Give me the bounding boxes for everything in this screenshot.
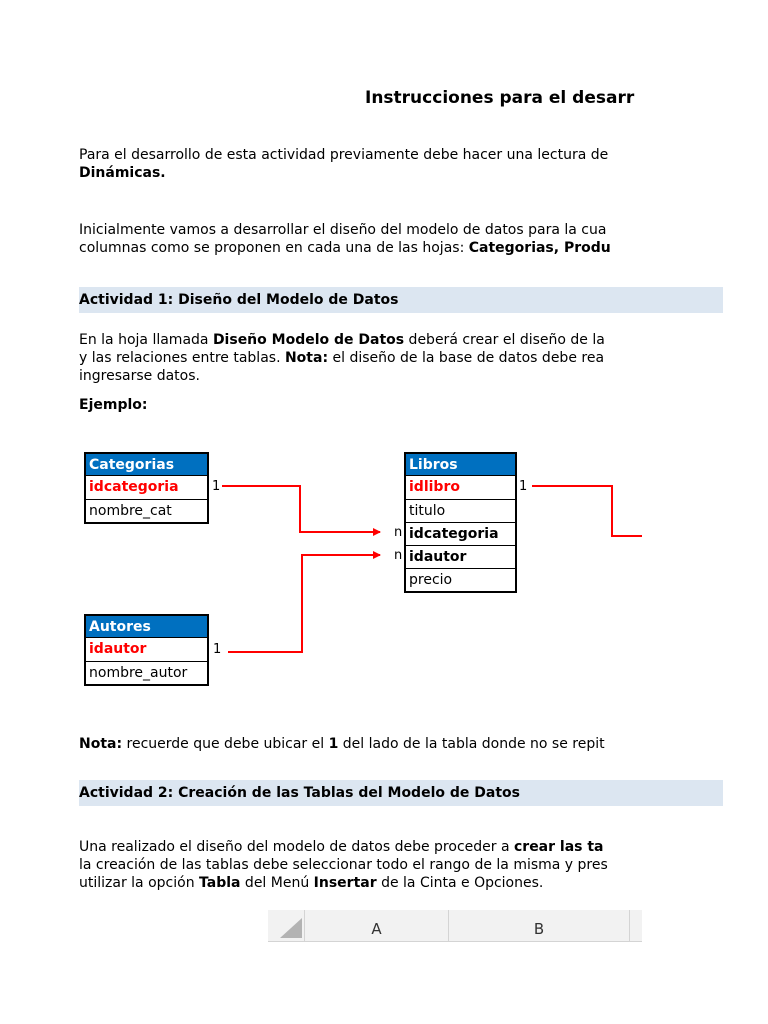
libros-pk-cardinality: 1 xyxy=(519,479,528,494)
activity1-line-1-text: En la hoja llamada xyxy=(79,332,213,348)
note-text-1: recuerde que debe ubicar el xyxy=(122,736,329,752)
activity1-line-1-bold: Diseño Modelo de Datos xyxy=(212,332,405,348)
column-header-b[interactable]: B xyxy=(533,920,545,938)
activity1-line-2-bold: Nota: xyxy=(284,350,329,366)
libros-field-idautor: idautor xyxy=(406,545,515,568)
activity2-line-3-mid: del Menú xyxy=(240,875,314,891)
relation-categorias-libros xyxy=(222,486,380,532)
libros-fk1-cardinality: n xyxy=(394,525,403,540)
spreadsheet-header xyxy=(268,910,642,942)
page-title: Instrucciones para el desarr xyxy=(365,88,635,108)
activity1-line-2-suffix: el diseño de la base de datos debe rea xyxy=(328,350,605,366)
activity2-line-2: la creación de las tablas debe seleccionar todo el rango de la misma y pres xyxy=(79,857,608,873)
libros-header: Libros xyxy=(406,454,515,476)
libros-field-titulo: titulo xyxy=(406,499,515,522)
example-label: Ejemplo: xyxy=(79,397,148,413)
autores-table xyxy=(84,614,209,686)
activity2-line-3 xyxy=(79,874,543,892)
relation-autores-libros xyxy=(228,555,380,652)
libros-table xyxy=(404,452,517,593)
activity1-line-3: ingresarse datos. xyxy=(79,368,200,384)
para2-line-1: Inicialmente vamos a desarrollar el diseño del modelo de datos para la cua xyxy=(79,222,607,238)
intro-line-1: Para el desarrollo de esta actividad previamente debe hacer una lectura de xyxy=(79,147,609,163)
libros-field-precio: precio xyxy=(406,568,515,591)
note-bold: Nota: xyxy=(79,736,123,752)
activity2-line-1-bold: crear las ta xyxy=(513,839,604,855)
relation-libros-next xyxy=(532,486,642,536)
activity2-line-3-bold-2: Insertar xyxy=(313,875,377,891)
activity1-heading: Actividad 1: Diseño del Modelo de Datos xyxy=(79,292,399,308)
activity2-line-3-suffix: de la Cinta e Opciones. xyxy=(376,875,544,891)
para2-line-2-bold: Categorias, Produ xyxy=(468,240,611,256)
activity1-line-2-text: y las relaciones entre tablas. xyxy=(79,350,285,366)
categorias-cardinality: 1 xyxy=(212,479,221,494)
categorias-table xyxy=(84,452,209,524)
note-line xyxy=(79,735,605,753)
activity1-line-1-suffix: deberá crear el diseño de la xyxy=(404,332,605,348)
note-text-2: del lado de la tabla donde no se repit xyxy=(338,736,605,752)
categorias-header: Categorias xyxy=(86,454,207,476)
column-divider xyxy=(629,910,630,942)
activity2-line-3-bold-1: Tabla xyxy=(199,875,241,891)
autores-pk: idautor xyxy=(89,641,147,657)
autores-header: Autores xyxy=(86,616,207,638)
categorias-pk: idcategoria xyxy=(89,479,179,495)
libros-pk: idlibro xyxy=(409,479,460,495)
activity2-line-1 xyxy=(79,838,604,856)
intro-line-2: Dinámicas. xyxy=(79,165,166,181)
activity2-line-1-text: Una realizado el diseño del modelo de datos debe proceder a xyxy=(79,839,514,855)
para2-line-2-text: columnas como se proponen en cada una de las hojas: xyxy=(79,240,469,256)
activity2-line-3-text: utilizar la opción xyxy=(79,875,200,891)
categorias-field: nombre_cat xyxy=(86,499,207,522)
libros-fk2-cardinality: n xyxy=(394,548,403,563)
activity2-heading: Actividad 2: Creación de las Tablas del Modelo de Datos xyxy=(79,785,520,801)
column-header-a[interactable]: A xyxy=(371,920,382,938)
note-bold-2: 1 xyxy=(328,736,339,752)
select-all-corner-icon[interactable] xyxy=(280,918,302,938)
autores-field: nombre_autor xyxy=(86,661,207,684)
autores-cardinality: 1 xyxy=(213,642,222,657)
libros-field-idcategoria: idcategoria xyxy=(406,522,515,545)
